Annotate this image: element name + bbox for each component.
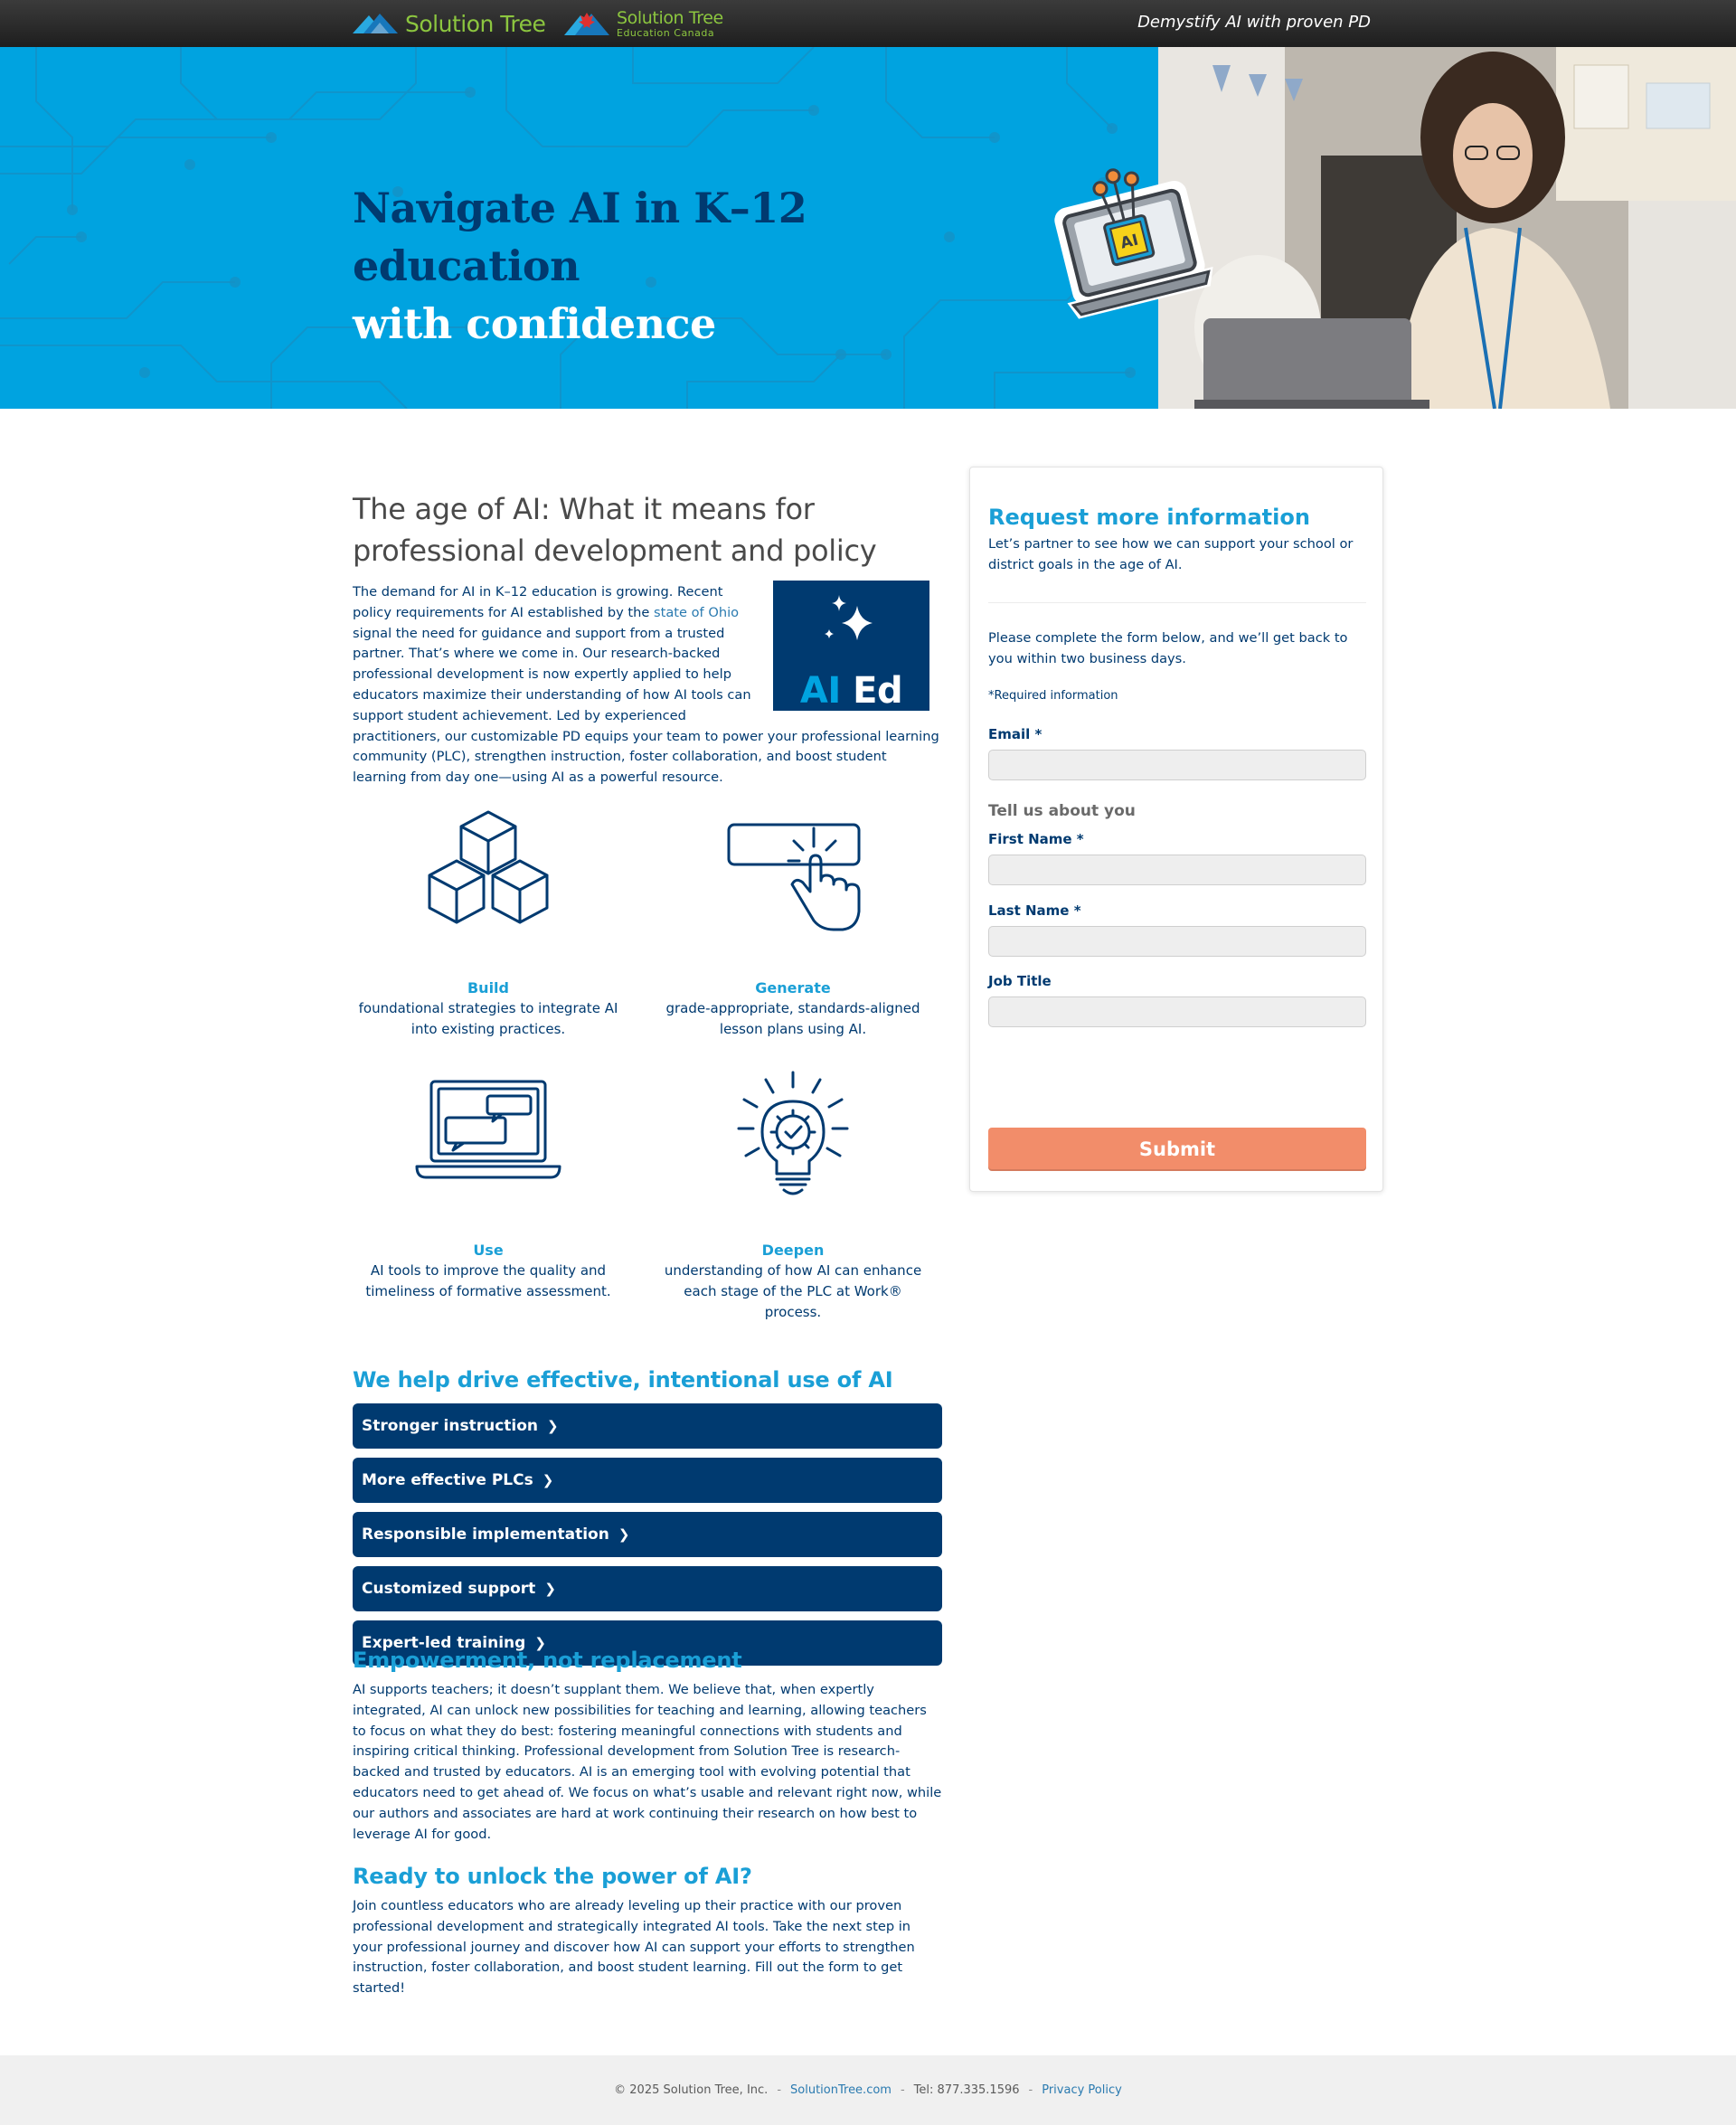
- footer-privacy-link[interactable]: Privacy Policy: [1042, 2083, 1122, 2097]
- accordion-more-effective-plcs[interactable]: [353, 1458, 942, 1503]
- drive-heading: We help drive effective, intentional use of AI: [353, 1367, 893, 1393]
- chevron-right-icon: ❯: [618, 1526, 630, 1543]
- logo-primary-text: Solution Tree: [405, 10, 546, 37]
- form-title: Request more information: [988, 505, 1310, 530]
- feature-generate-title: Generate: [755, 979, 831, 996]
- accordion-label: Responsible implementation: [362, 1525, 609, 1544]
- feature-deepen-desc: understanding of how AI can enhance each stage of the PLC at Work® process.: [664, 1262, 922, 1320]
- click-button-icon: [716, 805, 870, 940]
- accordion-label: More effective PLCs: [362, 1471, 533, 1489]
- intro-text: [353, 582, 942, 789]
- intro-heading: The age of AI: What it means for professional development and policy: [353, 492, 877, 568]
- hero-title-line1: Navigate AI in K–12 education: [353, 184, 807, 290]
- header-tagline: Demystify AI with proven PD: [1137, 13, 1371, 32]
- hero-title: [353, 179, 986, 353]
- ready-section: [353, 1862, 942, 1999]
- last-name-label: Last Name *: [988, 902, 1081, 919]
- empowerment-section: [353, 1646, 942, 1845]
- tree-roof-icon: [353, 12, 398, 35]
- tree-maple-icon: [564, 10, 611, 37]
- last-name-field[interactable]: [988, 926, 1366, 957]
- logo-secondary-name: Solution Tree: [617, 7, 723, 28]
- hero-banner: [0, 47, 1736, 409]
- footer-phone: Tel: 877.335.1596: [913, 2083, 1020, 2097]
- top-bar: [0, 0, 1736, 47]
- footer-separator: -: [777, 2083, 782, 2097]
- chevron-right-icon: ❯: [542, 1472, 554, 1488]
- empowerment-body: AI supports teachers; it doesn’t supplant them. We believe that, when expertly integrated, AI can unlock new possibilities for teaching and learning, allowing teachers to focus on what they do best: fostering meaningful connections with students and inspiring critical thinking. Professional development from Solution Tree is research-backed and trusted by educators. AI is an emerging tool with evolving potential that educators need to get ahead of. We focus on what’s usable and relevant right now, while our authors and associates are hard at work continuing their research on how best to leverage AI for good.: [353, 1682, 942, 1842]
- sparkle-icon: [773, 581, 929, 653]
- request-info-form: [969, 467, 1383, 1192]
- accordion-stronger-instruction[interactable]: [353, 1403, 942, 1449]
- feature-use-title: Use: [473, 1242, 504, 1259]
- feature-generate: [657, 805, 929, 1040]
- first-name-field[interactable]: [988, 855, 1366, 885]
- state-of-ohio-link[interactable]: state of Ohio: [654, 604, 740, 620]
- required-note: *Required information: [988, 689, 1118, 703]
- footer-separator: -: [1028, 2083, 1033, 2097]
- lightbulb-gear-icon: [721, 1067, 865, 1203]
- about-you-heading: Tell us about you: [988, 802, 1136, 820]
- form-divider: [988, 602, 1366, 603]
- cubes-icon: [416, 805, 561, 940]
- ready-body: Join countless educators who are already leveling up their practice with our proven professional development and strategically integrated AI tools. Take the next step in your professional journey and discover how AI can support your efforts to strengthen instruction, foster collaboration, and boost student learning. Fill out the form to get started!: [353, 1898, 915, 1997]
- feature-use: [353, 1067, 624, 1302]
- feature-deepen-title: Deepen: [761, 1242, 825, 1259]
- feature-generate-desc: grade-appropriate, standards-aligned lesson plans using AI.: [665, 1000, 920, 1037]
- hero-title-line2: with confidence: [353, 299, 716, 348]
- accordion-label: Customized support: [362, 1580, 536, 1598]
- footer-copyright: © 2025 Solution Tree, Inc.: [614, 2083, 769, 2097]
- feature-build-title: Build: [467, 979, 509, 996]
- feature-deepen: [657, 1067, 929, 1323]
- teacher-photo: [1158, 47, 1736, 409]
- accordion-responsible-implementation[interactable]: [353, 1512, 942, 1557]
- badge-ai-text: AI: [799, 670, 841, 713]
- main-content: [353, 488, 942, 1997]
- feature-build-desc: foundational strategies to integrate AI into existing practices.: [358, 1000, 618, 1037]
- ready-heading: Ready to unlock the power of AI?: [353, 1864, 752, 1889]
- sticker-label: AI: [1118, 231, 1141, 253]
- empowerment-heading: Empowerment, not replacement: [353, 1648, 742, 1673]
- solution-tree-logo[interactable]: [353, 9, 545, 38]
- job-title-field[interactable]: [988, 996, 1366, 1027]
- chevron-right-icon: ❯: [547, 1418, 559, 1434]
- logo-secondary-sub: Education Canada: [617, 26, 715, 39]
- badge-ed-text: Ed: [853, 670, 903, 713]
- feature-use-desc: AI tools to improve the quality and timeliness of formative assessment.: [365, 1262, 611, 1299]
- footer: [0, 2055, 1736, 2125]
- drive-accordion: [353, 1365, 942, 1666]
- accordion-customized-support[interactable]: [353, 1566, 942, 1611]
- job-title-label: Job Title: [988, 973, 1052, 989]
- feature-build: [353, 805, 624, 1040]
- form-instructions: Please complete the form below, and we’ll get back to you within two business days.: [988, 630, 1348, 666]
- ai-laptop-sticker-icon: [1044, 142, 1225, 332]
- solution-tree-canada-logo[interactable]: [564, 7, 723, 40]
- submit-button[interactable]: Submit: [988, 1128, 1366, 1171]
- first-name-label: First Name *: [988, 831, 1084, 847]
- laptop-chat-icon: [411, 1067, 565, 1194]
- intro-text-part2: signal the need for guidance and support from a trusted partner. That’s where we come in. Our research-backed professional development is now expertly applied to help educators maximize their understanding of how AI tools can support student achievement. Led by experienced practitioners, our customizable PD equips your team to power your professional learning community (PLC), strengthen instruction, foster collaboration, and boost student learning from day one—using AI as a powerful resource.: [353, 625, 939, 786]
- intro-text-part1: The demand for AI in K–12 education is growing. Recent policy requirements for AI established by the: [353, 584, 723, 620]
- footer-separator: -: [900, 2083, 905, 2097]
- form-subtitle: Let’s partner to see how we can support your school or district goals in the age of AI.: [988, 536, 1354, 572]
- accordion-label: Stronger instruction: [362, 1417, 539, 1435]
- chevron-right-icon: ❯: [534, 1635, 546, 1651]
- accordion-label: Expert-led training: [362, 1634, 526, 1652]
- footer-site-link[interactable]: SolutionTree.com: [790, 2083, 892, 2097]
- email-field[interactable]: [988, 750, 1366, 780]
- email-label: Email *: [988, 726, 1043, 742]
- chevron-right-icon: ❯: [544, 1581, 556, 1597]
- ai-ed-badge: [773, 581, 929, 711]
